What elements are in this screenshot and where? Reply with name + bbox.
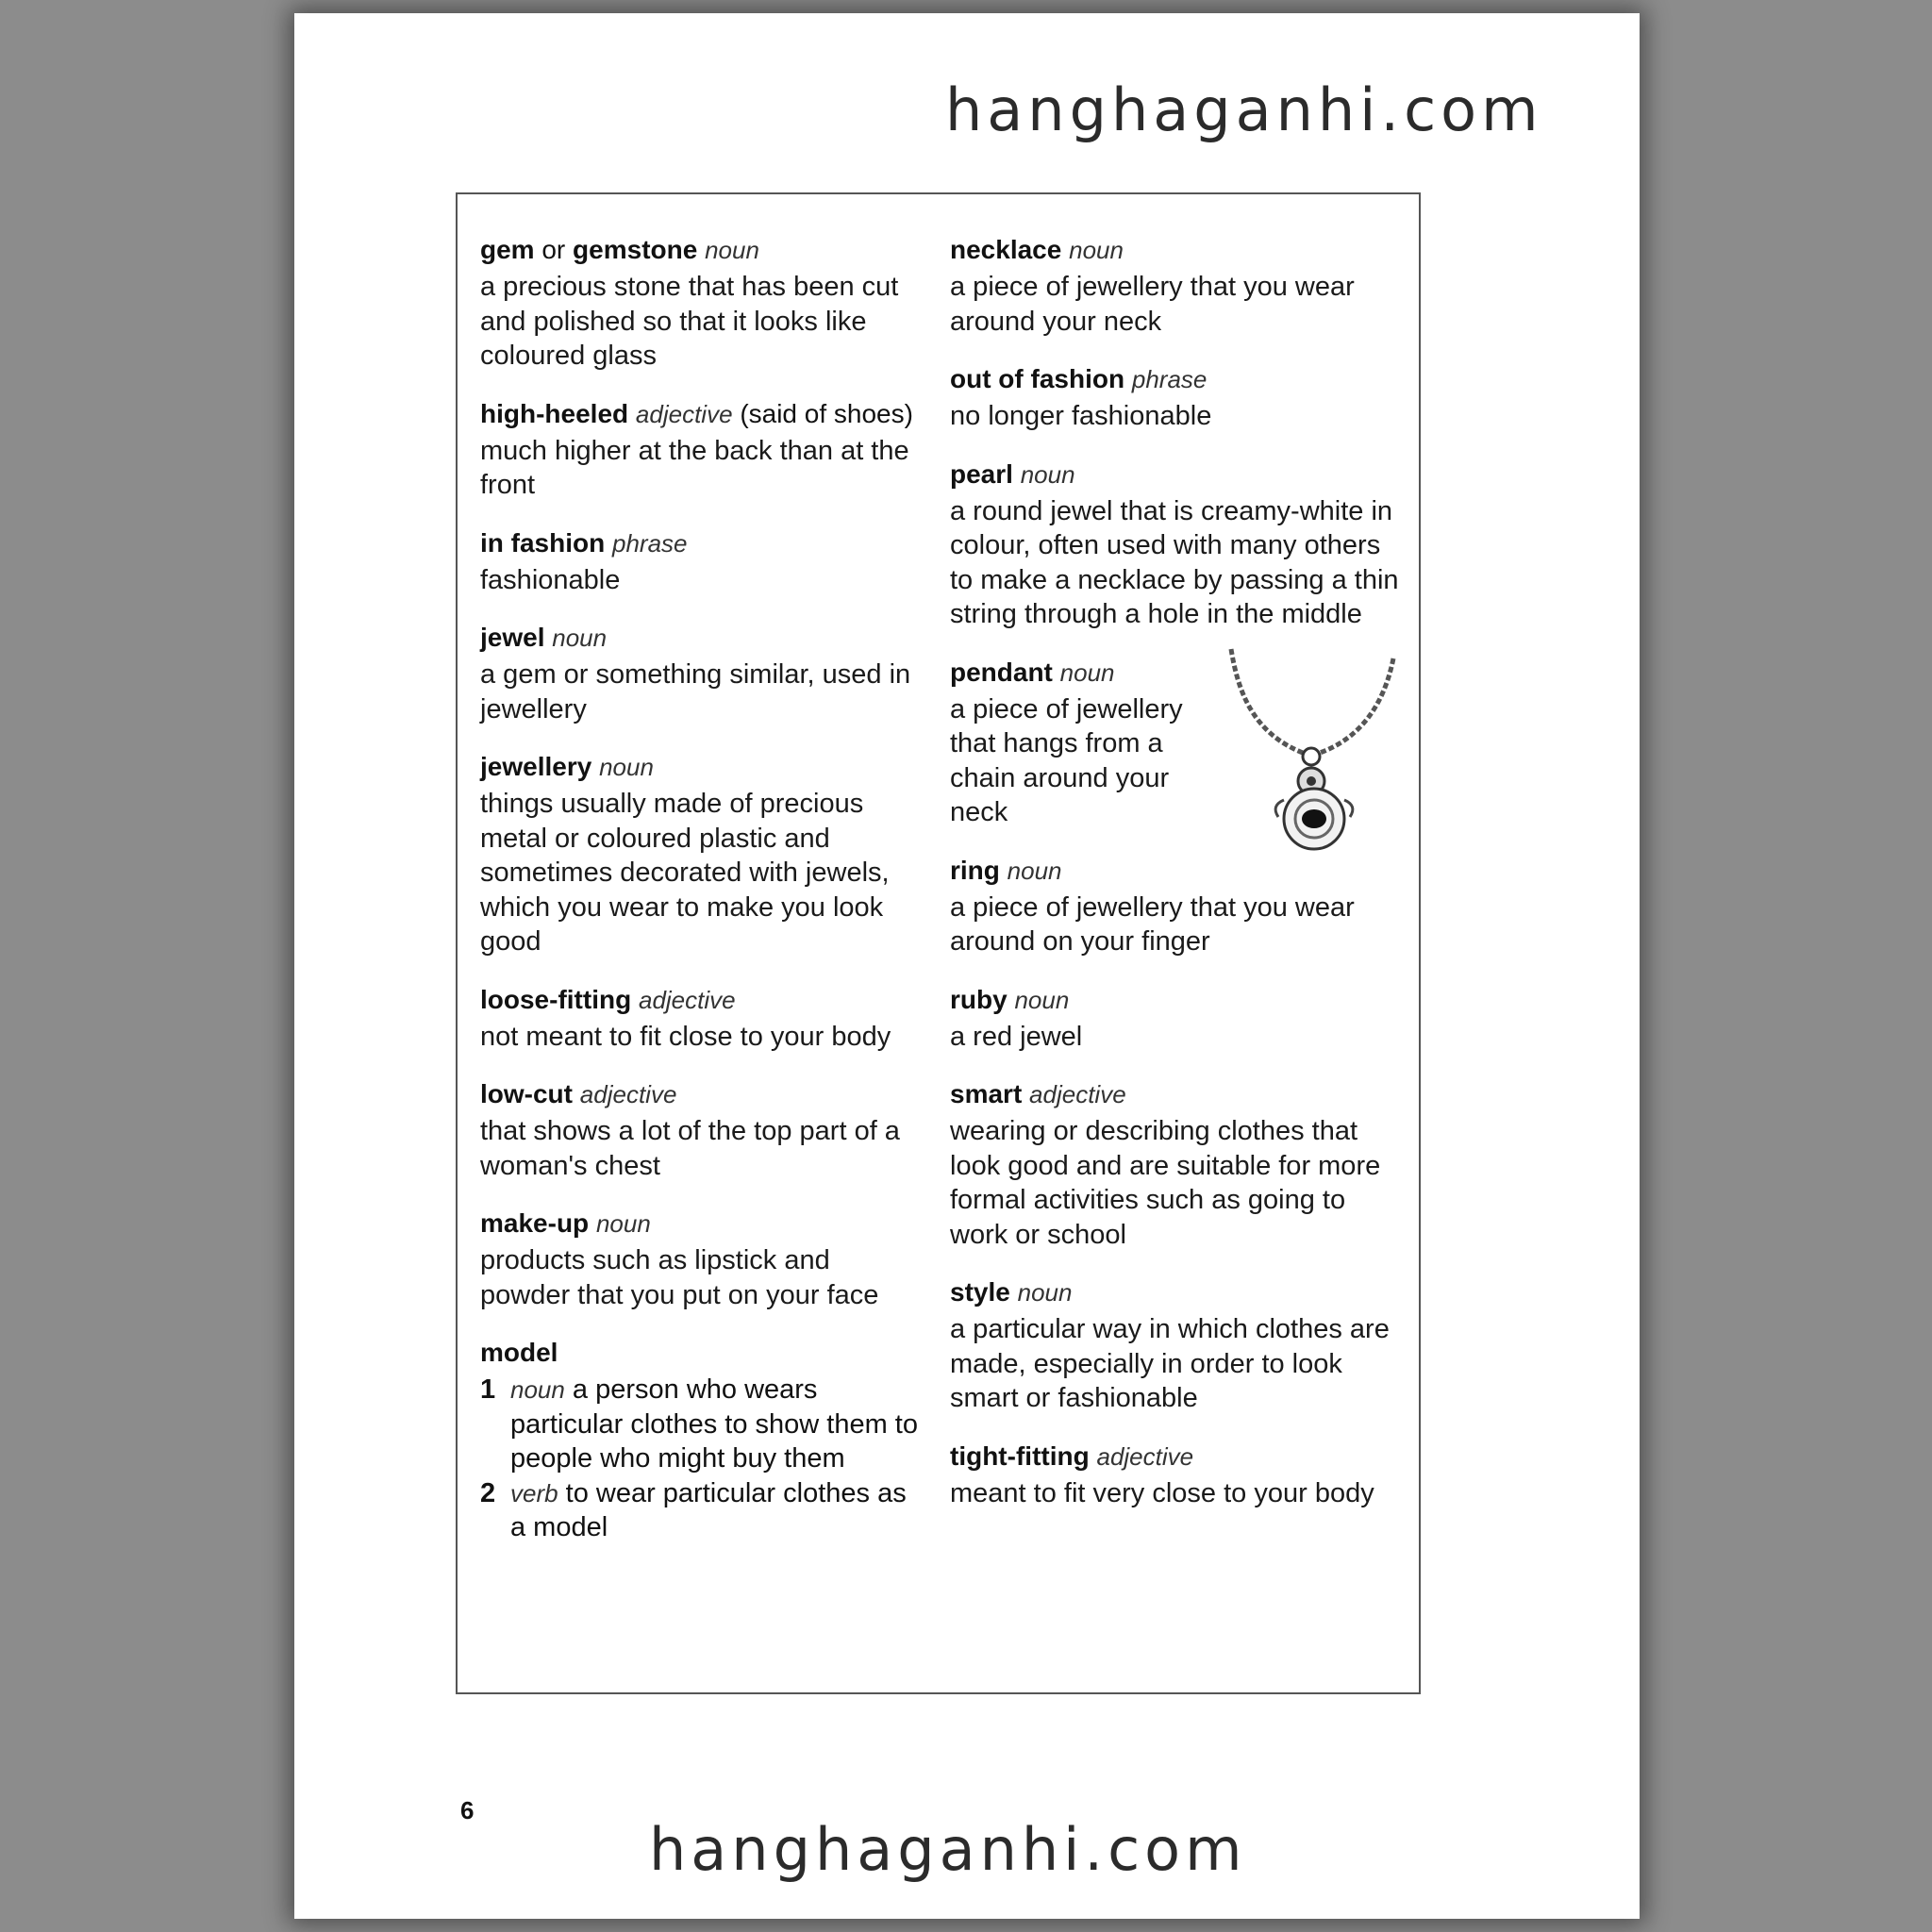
entry-ring [950, 853, 1403, 959]
entry-gem [480, 232, 924, 374]
entry-headword [950, 1076, 1403, 1112]
entry-high-heeled [480, 396, 924, 503]
entry-ruby [950, 982, 1403, 1055]
entry-necklace [950, 232, 1403, 339]
part-of-speech: noun [595, 1209, 651, 1238]
headword: tight-fitting [950, 1441, 1090, 1471]
definition: wearing or describing clothes that look good and are suitable for more formal activities such as going to work or school [950, 1116, 1381, 1250]
glossary-box [456, 192, 1421, 1694]
headword: ring [950, 855, 1000, 885]
headword: in fashion [480, 527, 606, 558]
headword: jewellery [480, 752, 592, 781]
entry-jewel [480, 620, 924, 726]
entry-headword [480, 749, 924, 785]
glossary-column-left [480, 232, 924, 1568]
sense-number: 2 [480, 1477, 496, 1508]
definition: to wear particular clothes as a model [510, 1477, 907, 1542]
entry-headword [950, 457, 1403, 492]
definition: a precious stone that has been cut and polished so that it looks like coloured glass [480, 272, 899, 371]
part-of-speech: noun [1020, 459, 1075, 489]
part-of-speech: noun [1014, 985, 1070, 1014]
entry-in-fashion [480, 525, 924, 598]
sense-number: 1 [480, 1374, 496, 1405]
part-of-speech: noun [510, 1375, 565, 1404]
entry-headword [480, 982, 924, 1018]
part-of-speech: noun [1017, 1278, 1073, 1307]
entry-tight-fitting [950, 1439, 1403, 1511]
headword-connector: or [541, 235, 566, 264]
watermark-bottom: hanghaganhi.com [649, 1815, 1247, 1884]
definition: a round jewel that is creamy-white in colour, often used with many others to make a necklace by passing a thin string through a hole in the middle [950, 495, 1399, 629]
part-of-speech: noun [705, 236, 759, 264]
entry-low-cut [480, 1076, 924, 1183]
entry-headword [480, 396, 924, 432]
headword: necklace [950, 235, 1062, 264]
entry-headword [480, 1076, 924, 1112]
part-of-speech: noun [1007, 856, 1062, 885]
usage-note: (said of shoes) [740, 398, 913, 428]
definition: not meant to fit close to your body [480, 1021, 891, 1052]
headword: gem [480, 235, 535, 264]
entry-make-up [480, 1206, 924, 1312]
entry-headword [950, 1274, 1403, 1310]
headword: out of fashion [950, 364, 1125, 393]
entry-pendant [950, 655, 1403, 830]
definition: much higher at the back than at the front [480, 435, 909, 500]
part-of-speech: noun [1069, 236, 1124, 264]
part-of-speech: phrase [612, 528, 688, 558]
part-of-speech: adjective [1029, 1080, 1126, 1108]
headword: pendant [950, 657, 1053, 687]
book-page [294, 13, 1640, 1919]
definition: a gem or something similar, used in jewellery [480, 659, 911, 724]
definition: a particular way in which clothes are made, especially in order to look smart or fashionable [950, 1314, 1390, 1413]
definition: a piece of jewellery that you wear around your neck [950, 272, 1355, 337]
entry-out-of-fashion [950, 361, 1403, 434]
entry-headword [950, 361, 1403, 397]
entry-headword [950, 982, 1403, 1018]
part-of-speech: noun [552, 624, 608, 652]
entry-headword [480, 525, 924, 561]
part-of-speech: phrase [1131, 365, 1208, 393]
entry-headword [950, 232, 1403, 268]
entry-headword [480, 620, 924, 656]
part-of-speech: verb [510, 1478, 558, 1507]
definition: things usually made of precious metal or coloured plastic and sometimes decorated with jewels, which you wear to make you look good [480, 789, 890, 957]
part-of-speech: noun [599, 753, 654, 781]
part-of-speech: adjective [579, 1080, 677, 1108]
entry-loose-fitting [480, 982, 924, 1055]
definition: that shows a lot of the top part of a woman's chest [480, 1116, 900, 1181]
headword: style [950, 1277, 1010, 1307]
sense-2 [480, 1476, 924, 1545]
entry-headword [950, 853, 1403, 889]
headword: pearl [950, 458, 1013, 489]
definition: meant to fit very close to your body [950, 1477, 1374, 1508]
headword: jewel [480, 623, 545, 652]
headword: smart [950, 1079, 1023, 1108]
entry-headword [480, 1206, 924, 1241]
watermark-top: hanghaganhi.com [945, 75, 1543, 144]
definition: no longer fashionable [950, 401, 1212, 431]
part-of-speech: adjective [1096, 1441, 1194, 1471]
entry-pearl [950, 457, 1403, 632]
page-number: 6 [460, 1796, 475, 1824]
entry-jewellery [480, 749, 924, 959]
part-of-speech: noun [1059, 658, 1115, 687]
entry-smart [950, 1076, 1403, 1252]
entry-headword [480, 1335, 924, 1371]
entry-style [950, 1274, 1403, 1416]
part-of-speech: adjective [635, 399, 733, 428]
pendant-illustration-icon [1218, 640, 1407, 857]
definition: fashionable [480, 564, 621, 595]
entry-headword [950, 1439, 1403, 1474]
part-of-speech: adjective [638, 985, 736, 1014]
headword: make-up [480, 1208, 590, 1238]
headword: ruby [950, 984, 1008, 1014]
entry-model [480, 1335, 924, 1545]
definition: a piece of jewellery that hangs from a chain around your neck [950, 693, 1183, 827]
headword: low-cut [480, 1079, 573, 1108]
definition: a piece of jewellery that you wear around on your finger [950, 891, 1355, 957]
headword: high-heeled [480, 398, 629, 428]
definition: a red jewel [950, 1021, 1083, 1052]
definition: products such as lipstick and powder that you put on your face [480, 1245, 879, 1310]
glossary-column-right [950, 232, 1403, 1533]
sense-1 [480, 1373, 924, 1476]
headword: model [480, 1338, 558, 1367]
headword: gemstone [573, 235, 698, 264]
headword: loose-fitting [480, 984, 632, 1014]
entry-headword [480, 232, 924, 268]
definition: a person who wears particular clothes to show them to people who might buy them [510, 1374, 918, 1474]
